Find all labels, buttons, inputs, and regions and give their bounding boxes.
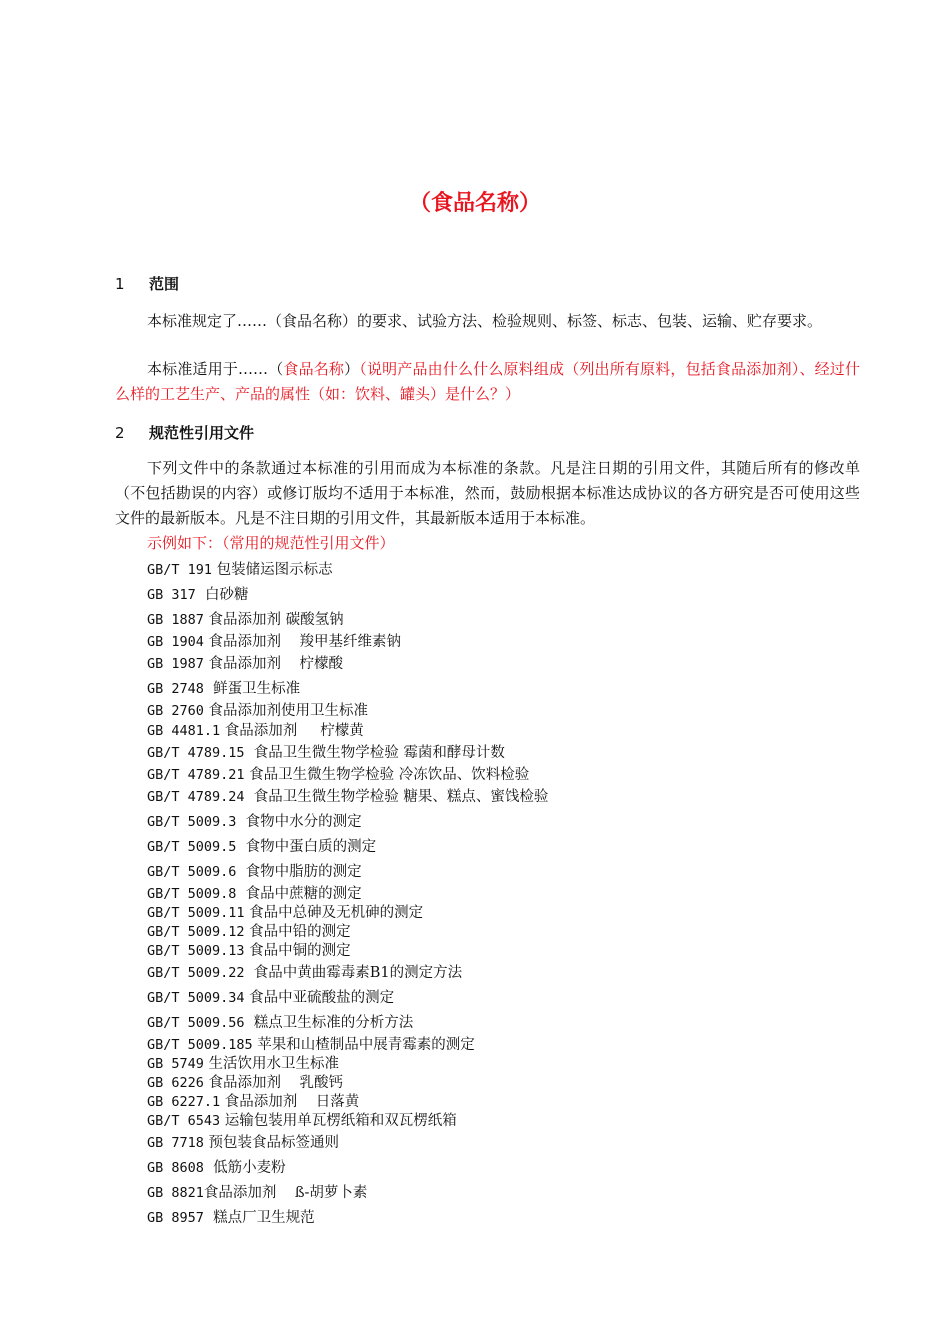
reference-code: GB/T 4789.24 xyxy=(147,789,245,805)
reference-name: 包装储运图示标志 xyxy=(212,562,333,578)
reference-name: 运输包装用单瓦楞纸箱和双瓦楞纸箱 xyxy=(220,1113,457,1129)
scope-food-name: 食品名称 xyxy=(283,360,345,378)
example-note: 示例如下：（常用的规范性引用文件） xyxy=(147,534,395,552)
reference-name: 糕点卫生标准的分析方法 xyxy=(244,1015,414,1031)
reference-name: 食品中亚硫酸盐的测定 xyxy=(244,990,395,1006)
reference-name: 食品添加剂 碳酸氢钠 xyxy=(203,612,344,628)
reference-name: 食物中水分的测定 xyxy=(236,814,362,830)
scope-text-2b: ） xyxy=(344,360,360,378)
reference-code: GB/T 6543 xyxy=(147,1113,221,1129)
reference-item xyxy=(147,961,462,982)
reference-code: GB 6226 xyxy=(147,1075,204,1091)
reference-item xyxy=(147,608,344,629)
reference-name: 低筋小麦粉 xyxy=(203,1160,286,1176)
reference-item xyxy=(147,741,505,762)
reference-item xyxy=(147,810,362,831)
scope-text-1: 本标准规定了……（食品名称）的要求、试验方法、检验规则、标签、标志、包装、运输、贮存要求。 xyxy=(147,312,823,330)
reference-code: GB 4481.1 xyxy=(147,723,221,739)
reference-item xyxy=(147,882,362,903)
reference-code: GB/T 5009.5 xyxy=(147,839,237,855)
reference-code: GB 8821 xyxy=(147,1185,204,1201)
reference-code: GB 7718 xyxy=(147,1135,204,1151)
reference-name: 糕点厂卫生规范 xyxy=(203,1210,315,1226)
reference-item xyxy=(147,763,529,784)
section-2-heading xyxy=(115,422,254,443)
reference-code: GB/T 4789.21 xyxy=(147,767,245,783)
reference-name: 食品添加剂 柠檬黄 xyxy=(220,723,364,739)
reference-item xyxy=(147,1181,367,1202)
reference-code: GB/T 5009.3 xyxy=(147,814,237,830)
reference-code: GB 5749 xyxy=(147,1056,204,1072)
document-title: （食品名称） xyxy=(408,191,541,216)
scope-instruction: （说明产品由什么什么原料组成（列出所有原料，包括食品添加剂）、经过什么样的工艺生产、产品的属性（如：饮料、罐头）是什么？） xyxy=(115,360,860,403)
reference-name: 食品添加剂 日落黄 xyxy=(220,1094,360,1110)
reference-name: 白砂糖 xyxy=(195,587,249,603)
reference-item xyxy=(147,920,351,941)
scope-text-2a: 本标准适用于……（ xyxy=(147,360,284,378)
reference-name: 食品添加剂 羧甲基纤维素钠 xyxy=(203,634,401,650)
reference-name: 食品卫生微生物学检验 冷冻饮品、饮料检验 xyxy=(244,767,530,783)
scope-paragraph-2 xyxy=(115,357,860,407)
reference-item xyxy=(147,677,300,698)
reference-code: GB/T 5009.12 xyxy=(147,924,245,940)
reference-name: 鲜蛋卫生标准 xyxy=(203,681,301,697)
reference-item xyxy=(147,652,343,673)
reference-item xyxy=(147,1071,343,1092)
reference-item xyxy=(147,1206,315,1227)
reference-item xyxy=(147,558,333,579)
reference-code: GB/T 5009.34 xyxy=(147,990,245,1006)
section-1-heading xyxy=(115,273,179,294)
reference-item xyxy=(147,1090,359,1111)
reference-code: GB 1887 xyxy=(147,612,204,628)
reference-code: GB/T 5009.13 xyxy=(147,943,245,959)
reference-item xyxy=(147,1033,475,1054)
reference-name: 食物中蛋白质的测定 xyxy=(236,839,377,855)
reference-item xyxy=(147,583,249,604)
reference-item xyxy=(147,719,364,740)
references-paragraph xyxy=(115,456,860,531)
reference-code: GB/T 5009.11 xyxy=(147,905,245,921)
reference-item xyxy=(147,860,362,881)
scope-paragraph-1 xyxy=(115,309,860,334)
reference-name: 生活饮用水卫生标准 xyxy=(203,1056,340,1072)
reference-code: GB/T 5009.8 xyxy=(147,886,237,902)
reference-item xyxy=(147,901,423,922)
reference-name: 食品中黄曲霉毒素B1的测定方法 xyxy=(244,965,463,981)
reference-item xyxy=(147,630,401,651)
reference-name: 食品中铜的测定 xyxy=(244,943,351,959)
reference-item xyxy=(147,1011,413,1032)
reference-item xyxy=(147,986,394,1007)
reference-item xyxy=(147,1156,286,1177)
references-text: 下列文件中的条款通过本标准的引用而成为本标准的条款。凡是注日期的引用文件，其随后所有的修改单（不包括勘误的内容）或修订版均不适用于本标准，然而，鼓励根据本标准达成协议的各方研究是否可使用这些文件的最新版本。凡是不注日期的引用文件，其最新版本适用于本标准。 xyxy=(115,459,860,527)
section-1-title: 范围 xyxy=(149,275,180,293)
reference-item xyxy=(147,785,548,806)
reference-code: GB/T 4789.15 xyxy=(147,745,245,761)
reference-code: GB/T 5009.6 xyxy=(147,864,237,880)
reference-name: 食品卫生微生物学检验 糖果、糕点、蜜饯检验 xyxy=(244,789,549,805)
section-2-number: 2 xyxy=(115,424,125,442)
reference-name: 食物中脂肪的测定 xyxy=(236,864,362,880)
reference-code: GB 317 xyxy=(147,587,196,603)
section-1-number: 1 xyxy=(115,275,125,293)
reference-name: 食品添加剂 ß-胡萝卜素 xyxy=(203,1185,368,1201)
reference-name: 食品添加剂使用卫生标准 xyxy=(203,703,369,719)
reference-name: 食品添加剂 乳酸钙 xyxy=(203,1075,343,1091)
reference-item xyxy=(147,1109,457,1130)
reference-name: 食品中铅的测定 xyxy=(244,924,351,940)
reference-code: GB 1987 xyxy=(147,656,204,672)
reference-name: 苹果和山楂制品中展青霉素的测定 xyxy=(252,1037,475,1053)
reference-code: GB 8957 xyxy=(147,1210,204,1226)
reference-name: 食品中蔗糖的测定 xyxy=(236,886,362,902)
reference-code: GB/T 191 xyxy=(147,562,213,578)
reference-code: GB 8608 xyxy=(147,1160,204,1176)
reference-code: GB/T 5009.56 xyxy=(147,1015,245,1031)
reference-name: 食品中总砷及无机砷的测定 xyxy=(244,905,424,921)
reference-code: GB 6227.1 xyxy=(147,1094,221,1110)
reference-code: GB 2760 xyxy=(147,703,204,719)
reference-code: GB/T 5009.22 xyxy=(147,965,245,981)
reference-name: 食品添加剂 柠檬酸 xyxy=(203,656,343,672)
reference-name: 食品卫生微生物学检验 霉菌和酵母计数 xyxy=(244,745,505,761)
reference-item xyxy=(147,699,368,720)
reference-item xyxy=(147,1131,339,1152)
reference-item xyxy=(147,939,351,960)
reference-item xyxy=(147,1052,339,1073)
reference-code: GB 1904 xyxy=(147,634,204,650)
reference-code: GB 2748 xyxy=(147,681,204,697)
reference-item xyxy=(147,835,376,856)
reference-code: GB/T 5009.185 xyxy=(147,1037,253,1053)
section-2-title: 规范性引用文件 xyxy=(149,424,255,442)
reference-name: 预包装食品标签通则 xyxy=(203,1135,340,1151)
